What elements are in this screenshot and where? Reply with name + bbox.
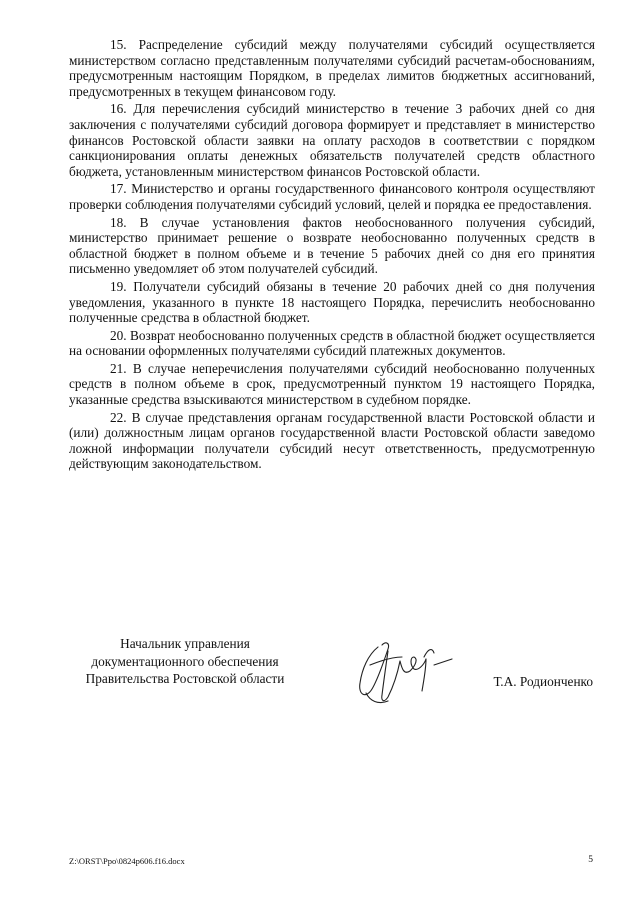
handwritten-signature bbox=[340, 635, 455, 710]
signatory-name: Т.А. Родионченко bbox=[493, 674, 593, 689]
paragraph-16: 16. Для перечисления субсидий министерство в течение 3 рабочих дней со дня заключения с получателями субсидий договора формирует и представляет в министерство финансов Ростовской области заявки на оплату расходов в соответствии с порядком санкционирования оплаты денежных обязательств получателей средств областного бюджета, установленным министерством финансов Ростовской области. bbox=[69, 101, 595, 179]
paragraph-19: 19. Получатели субсидий обязаны в течение 20 рабочих дней со дня получения уведомления, указанного в пункте 18 настоящего Порядка, перечислить необоснованно полученные средства в областной бюджет. bbox=[69, 278, 595, 326]
paragraph-15: 15. Распределение субсидий между получателями субсидий осуществляется министерством согласно представленным получателями субсидий расчетам-обоснованиям, предусмотренным настоящим Порядком, в пределах лимитов бюджетных ассигнований, предусмотренных в текущем финансовом году. bbox=[69, 37, 595, 99]
paragraph-17: 17. Министерство и органы государственного финансового контроля осуществляют проверки соблюдения получателями субсидий условий, целей и порядка ее предоставления. bbox=[69, 181, 595, 212]
footer-file-path: Z:\ORST\Ppo\0824p606.f16.docx bbox=[69, 856, 185, 866]
paragraph-22: 22. В случае представления органам государственной власти Ростовской области и (или) должностным лицам органов государственной власти Ростовской области заведомо ложной информации получатели субсидий несут ответственность, предусмотренную действующим законодательством. bbox=[69, 409, 595, 472]
signatory-position bbox=[70, 635, 300, 688]
document-body bbox=[69, 37, 595, 474]
signature-block bbox=[0, 635, 640, 715]
paragraph-21: 21. В случае неперечисления получателями субсидий необоснованно полученных средств в полном объеме в срок, предусмотренный пунктом 19 настоящего Порядка, указанные средства взыскиваются министерством в судебном порядке. bbox=[69, 360, 595, 408]
paragraph-20: 20. Возврат необоснованно полученных средств в областной бюджет осуществляется на основании оформленных получателями субсидий платежных документов. bbox=[69, 327, 595, 359]
signatory-position-line-2: документационного обеспечения bbox=[91, 653, 279, 669]
signatory-position-line-1: Начальник управления bbox=[120, 636, 250, 651]
signatory-position-line-3: Правительства Ростовской области bbox=[85, 671, 285, 686]
paragraph-18: 18. В случае установления фактов необоснованного получения субсидий, министерство принимает решение о возврате необоснованно полученных средств в областной бюджет в полном объеме и в течение 5 рабочих дней со дня его принятия письменно уведомляет об этом получателей субсидий. bbox=[69, 214, 595, 277]
page-number: 5 bbox=[588, 855, 593, 865]
